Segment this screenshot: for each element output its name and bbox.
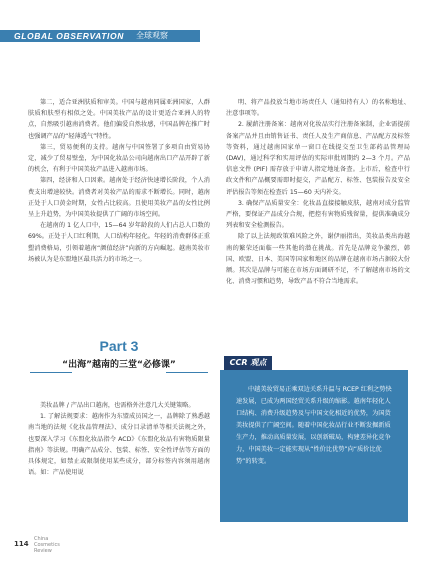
journal-line: China	[34, 536, 49, 542]
journal-name	[34, 536, 60, 554]
part-heading: “出海”越南的三堂“必修课”	[62, 360, 176, 370]
ccr-tab-label: CCR 观点	[224, 356, 272, 370]
journal-line: Cosmetics	[34, 542, 60, 548]
paragraph: 2. 履薪注册备案：越南对化妆品实行注册备案制，企业需提前备案产品并且由销售证书、责任人及生产商信息、产品配方及标签等资料，通过越南国家单一窗口在线提交至卫生部药品管理局 (DAV)，通过科学和实用评估的实际审批周期约 2—3 个月。产品信息文件 (PIF) 需存放于申请人指定地址备查。上市后，检查中行政文件和产品概要需即时提交，产品配方、标签、包装报告及安全评估报告等须在检查后 15—60 天内补交。	[226, 121, 410, 196]
ccr-callout-text	[236, 384, 396, 468]
paragraph: 第四，经济和人口因素。越南处于经济快速增长阶段，个人消费支出增速较快。消费者对美妆产品的需求不断增长。同时，越南正处于人口黄金时期，女性占比较高。且使用美妆产品的女性比例呈上升趋势，为中国美妆提供了广阔的市场空间。	[28, 177, 210, 219]
paragraph: 在越南的 1 亿人口中，15—64 岁年龄段的人们占总人口数的 69%。正处于人口红利期，人口结构年轻化。年轻的消费群体正重塑消费格局，引领着越南“颜值经济”向新的方向崛起。越南美妆市场被认为是东盟地区最具活力的市场之一。	[28, 222, 210, 263]
paragraph: 中越美妆贸易正乘双边关系升温与 RCEP 红利之势快速发展，已成为两国经贸关系升级的缩影。越南年轻化人口结构、消费升级趋势及与中国文化相近的优势，为国货美妆提供了广阔空间。随着中国化妆品行业不断发掘新质生产力，推动高质量发展，以创新破局，构建差异化竞争力，中国美妆一定能实现从“性价比优势”向“质价比优势”的转变。	[236, 386, 392, 465]
journal-line: Review	[34, 548, 52, 554]
paragraph: 美妆品牌 / 产品出口越南，也需格外注意几大关键策略。	[40, 402, 195, 409]
divider	[166, 372, 208, 373]
paragraph: 1. 了解法规要求：越南作为东盟成员国之一，品牌除了熟悉越南当地的法规《化妆品管理法》、成分目录清单等相关法规之外，也要深入学习《东盟化妆品指令 ACD》《东盟化妆品有害物质限量指南》等法规。明确产品成分、包装、标签、安全性评估等方面的具体规定，如禁止或限制使用某些成分，部分标签内容须用越南语。如：产品使用说	[28, 413, 210, 477]
right-column	[226, 97, 410, 287]
paragraph: 除了以上法规政策难风险之外，谢伊丽指出，美妆品类出海越南的繁荣还面临一些其他的潜在挑战。首先是品牌竞争激烈，韩国、欧盟、日本、美国等国家和地区的品牌在越南市场占据较大份额。其次是品牌与可能在市场方面调研不足，不了解越南市场的文化、消费习惯和趋势，导致产品不符合当地需求。	[226, 233, 410, 286]
left-column	[28, 97, 210, 265]
left-column-lower	[28, 400, 210, 478]
divider	[30, 372, 72, 373]
section-title: GLOBAL OBSERVATION	[14, 31, 124, 41]
paragraph: 第三，贸易便利的支持。越南与中国签署了多项自由贸易协定，减少了贸易壁垒，为中国化妆品公司向越南出口产品开辟了新的机会，有利于中国美妆产品进入越南市场。	[28, 143, 210, 174]
section-subtitle: 全球观察	[136, 31, 168, 40]
part-label: Part 3	[99, 338, 139, 354]
paragraph: 第二，适合亚洲肤质和审美。中国与越南同属亚洲国家，人群肤质和肤型有相似之处。中国美妆产品的设计更适合亚洲人的特点，自然吸引越南消费者。他们偏爱自然妆感，中国品牌在推广时也强调产品的“轻薄透气”特性。	[28, 99, 210, 140]
paragraph: 3. 确保产品质量安全：化妆品直接接触皮肤，越南对成分监管严格，要保证产品成分合规，把控有害物质残留量，提供准确成分列表和安全检测报告。	[226, 199, 410, 230]
page-number: 114	[14, 540, 29, 548]
paragraph: 明、将产品投放当地市场责任人（通知持有人）的名称地址、注意事项等。	[226, 99, 410, 118]
